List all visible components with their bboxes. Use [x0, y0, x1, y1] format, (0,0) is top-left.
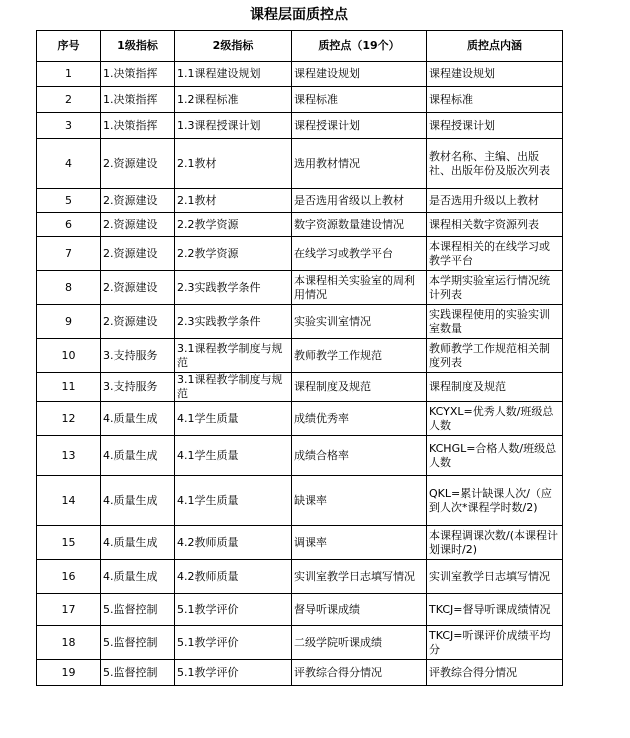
cell-level2[interactable]: 2.1教材	[175, 139, 292, 189]
cell-control-content[interactable]: 课程标准	[427, 87, 563, 113]
cell-control-point[interactable]: 评教综合得分情况	[292, 660, 427, 686]
cell-index[interactable]: 8	[37, 271, 101, 305]
cell-control-point[interactable]: 二级学院听课成绩	[292, 626, 427, 660]
cell-level2[interactable]: 4.1学生质量	[175, 436, 292, 476]
cell-control-point[interactable]: 教师教学工作规范	[292, 339, 427, 373]
cell-control-content[interactable]: 实践课程使用的实验实训室数量	[427, 305, 563, 339]
header-cell-control-content[interactable]: 质控点内涵	[427, 31, 563, 62]
cell-index[interactable]: 2	[37, 87, 101, 113]
cell-control-point[interactable]: 课程建设规划	[292, 62, 427, 87]
table-row	[37, 594, 563, 626]
cell-control-content[interactable]: 教师教学工作规范相关制度列表	[427, 339, 563, 373]
cell-control-content[interactable]: 本课程调课次数/(本课程计划课时/2)	[427, 526, 563, 560]
table-row	[37, 271, 563, 305]
cell-index[interactable]: 19	[37, 660, 101, 686]
cell-control-point[interactable]: 数字资源数量建设情况	[292, 213, 427, 237]
header-cell-control-point[interactable]: 质控点（19个）	[292, 31, 427, 62]
table-row	[37, 373, 563, 402]
cell-level1[interactable]: 4.质量生成	[101, 476, 175, 526]
cell-control-content[interactable]: 课程授课计划	[427, 113, 563, 139]
table-row	[37, 139, 563, 189]
table-row	[37, 113, 563, 139]
cell-control-point[interactable]: 在线学习或教学平台	[292, 237, 427, 271]
cell-level2[interactable]: 1.3课程授课计划	[175, 113, 292, 139]
cell-control-point[interactable]: 课程授课计划	[292, 113, 427, 139]
quality-control-table	[36, 30, 563, 686]
table-row	[37, 560, 563, 594]
cell-index[interactable]: 6	[37, 213, 101, 237]
cell-level2[interactable]: 3.1课程教学制度与规范	[175, 339, 292, 373]
cell-level1[interactable]: 4.质量生成	[101, 560, 175, 594]
cell-control-content[interactable]: 课程相关数字资源列表	[427, 213, 563, 237]
cell-control-content[interactable]: 本课程相关的在线学习或教学平台	[427, 237, 563, 271]
cell-control-content[interactable]: KCHGL=合格人数/班级总人数	[427, 436, 563, 476]
cell-control-point[interactable]: 实验实训室情况	[292, 305, 427, 339]
cell-control-point[interactable]: 调课率	[292, 526, 427, 560]
cell-index[interactable]: 9	[37, 305, 101, 339]
cell-level2[interactable]: 4.2教师质量	[175, 560, 292, 594]
table-row	[37, 402, 563, 436]
cell-index[interactable]: 13	[37, 436, 101, 476]
cell-index[interactable]: 17	[37, 594, 101, 626]
cell-level1[interactable]: 2.资源建设	[101, 213, 175, 237]
table-row	[37, 339, 563, 373]
cell-control-content[interactable]: KCYXL=优秀人数/班级总人数	[427, 402, 563, 436]
cell-index[interactable]: 5	[37, 189, 101, 213]
cell-level2[interactable]: 1.1课程建设规划	[175, 62, 292, 87]
cell-level1[interactable]: 2.资源建设	[101, 271, 175, 305]
cell-control-content[interactable]: 本学期实验室运行情况统计列表	[427, 271, 563, 305]
header-cell-level1[interactable]: 1级指标	[101, 31, 175, 62]
cell-control-point[interactable]: 本课程相关实验室的周利用情况	[292, 271, 427, 305]
cell-level2[interactable]: 2.3实践教学条件	[175, 271, 292, 305]
cell-control-content[interactable]: 评教综合得分情况	[427, 660, 563, 686]
cell-level1[interactable]: 2.资源建设	[101, 189, 175, 213]
header-cell-level2[interactable]: 2级指标	[175, 31, 292, 62]
cell-level1[interactable]: 4.质量生成	[101, 436, 175, 476]
cell-control-point[interactable]: 是否选用省级以上教材	[292, 189, 427, 213]
table-row	[37, 526, 563, 560]
cell-level1[interactable]: 4.质量生成	[101, 526, 175, 560]
cell-control-point[interactable]: 缺课率	[292, 476, 427, 526]
cell-control-point[interactable]: 实训室教学日志填写情况	[292, 560, 427, 594]
cell-level2[interactable]: 5.1教学评价	[175, 594, 292, 626]
cell-control-content[interactable]: QKL=累计缺课人次/（应到人次*课程学时数/2)	[427, 476, 563, 526]
cell-index[interactable]: 18	[37, 626, 101, 660]
header-cell-index[interactable]: 序号	[37, 31, 101, 62]
cell-level2[interactable]: 2.1教材	[175, 189, 292, 213]
cell-control-point[interactable]: 课程标准	[292, 87, 427, 113]
cell-level1[interactable]: 3.支持服务	[101, 339, 175, 373]
cell-level2[interactable]: 1.2课程标准	[175, 87, 292, 113]
cell-control-content[interactable]: TKCJ=听课评价成绩平均分	[427, 626, 563, 660]
table-row	[37, 436, 563, 476]
cell-level1[interactable]: 2.资源建设	[101, 139, 175, 189]
table-row	[37, 237, 563, 271]
cell-control-point[interactable]: 成绩优秀率	[292, 402, 427, 436]
cell-index[interactable]: 10	[37, 339, 101, 373]
cell-level2[interactable]: 3.1课程教学制度与规范	[175, 373, 292, 402]
cell-index[interactable]: 11	[37, 373, 101, 402]
cell-level1[interactable]: 4.质量生成	[101, 402, 175, 436]
cell-level1[interactable]: 2.资源建设	[101, 305, 175, 339]
cell-level2[interactable]: 2.2教学资源	[175, 237, 292, 271]
table-row	[37, 660, 563, 686]
table-row	[37, 87, 563, 113]
cell-index[interactable]: 7	[37, 237, 101, 271]
cell-index[interactable]: 15	[37, 526, 101, 560]
table-row	[37, 476, 563, 526]
page-title: 课程层面质控点	[250, 7, 348, 23]
cell-index[interactable]: 1	[37, 62, 101, 87]
cell-level1[interactable]: 5.监督控制	[101, 626, 175, 660]
cell-control-content[interactable]: 课程建设规划	[427, 62, 563, 87]
cell-level2[interactable]: 2.3实践教学条件	[175, 305, 292, 339]
cell-control-point[interactable]: 督导听课成绩	[292, 594, 427, 626]
cell-level1[interactable]: 1.决策指挥	[101, 62, 175, 87]
table-row	[37, 626, 563, 660]
cell-level2[interactable]: 5.1教学评价	[175, 626, 292, 660]
cell-control-content[interactable]: TKCJ=督导听课成绩情况	[427, 594, 563, 626]
cell-control-content[interactable]: 实训室教学日志填写情况	[427, 560, 563, 594]
cell-level2[interactable]: 4.1学生质量	[175, 402, 292, 436]
cell-control-content[interactable]: 教材名称、主编、出版社、出版年份及版次列表	[427, 139, 563, 189]
cell-index[interactable]: 16	[37, 560, 101, 594]
cell-level1[interactable]: 5.监督控制	[101, 594, 175, 626]
cell-control-content[interactable]: 课程制度及规范	[427, 373, 563, 402]
cell-level2[interactable]: 5.1教学评价	[175, 660, 292, 686]
cell-level1[interactable]: 2.资源建设	[101, 237, 175, 271]
cell-index[interactable]: 4	[37, 139, 101, 189]
cell-level1[interactable]: 1.决策指挥	[101, 87, 175, 113]
cell-level1[interactable]: 5.监督控制	[101, 660, 175, 686]
cell-control-point[interactable]: 成绩合格率	[292, 436, 427, 476]
cell-level2[interactable]: 4.2教师质量	[175, 526, 292, 560]
table-row	[37, 305, 563, 339]
cell-level2[interactable]: 4.1学生质量	[175, 476, 292, 526]
table-row	[37, 189, 563, 213]
table-row	[37, 213, 563, 237]
cell-control-content[interactable]: 是否选用升级以上教材	[427, 189, 563, 213]
cell-control-point[interactable]: 课程制度及规范	[292, 373, 427, 402]
cell-level1[interactable]: 3.支持服务	[101, 373, 175, 402]
cell-index[interactable]: 12	[37, 402, 101, 436]
cell-index[interactable]: 3	[37, 113, 101, 139]
table-row	[37, 62, 563, 87]
cell-control-point[interactable]: 选用教材情况	[292, 139, 427, 189]
cell-level2[interactable]: 2.2教学资源	[175, 213, 292, 237]
cell-level1[interactable]: 1.决策指挥	[101, 113, 175, 139]
cell-index[interactable]: 14	[37, 476, 101, 526]
header-row	[37, 31, 563, 62]
